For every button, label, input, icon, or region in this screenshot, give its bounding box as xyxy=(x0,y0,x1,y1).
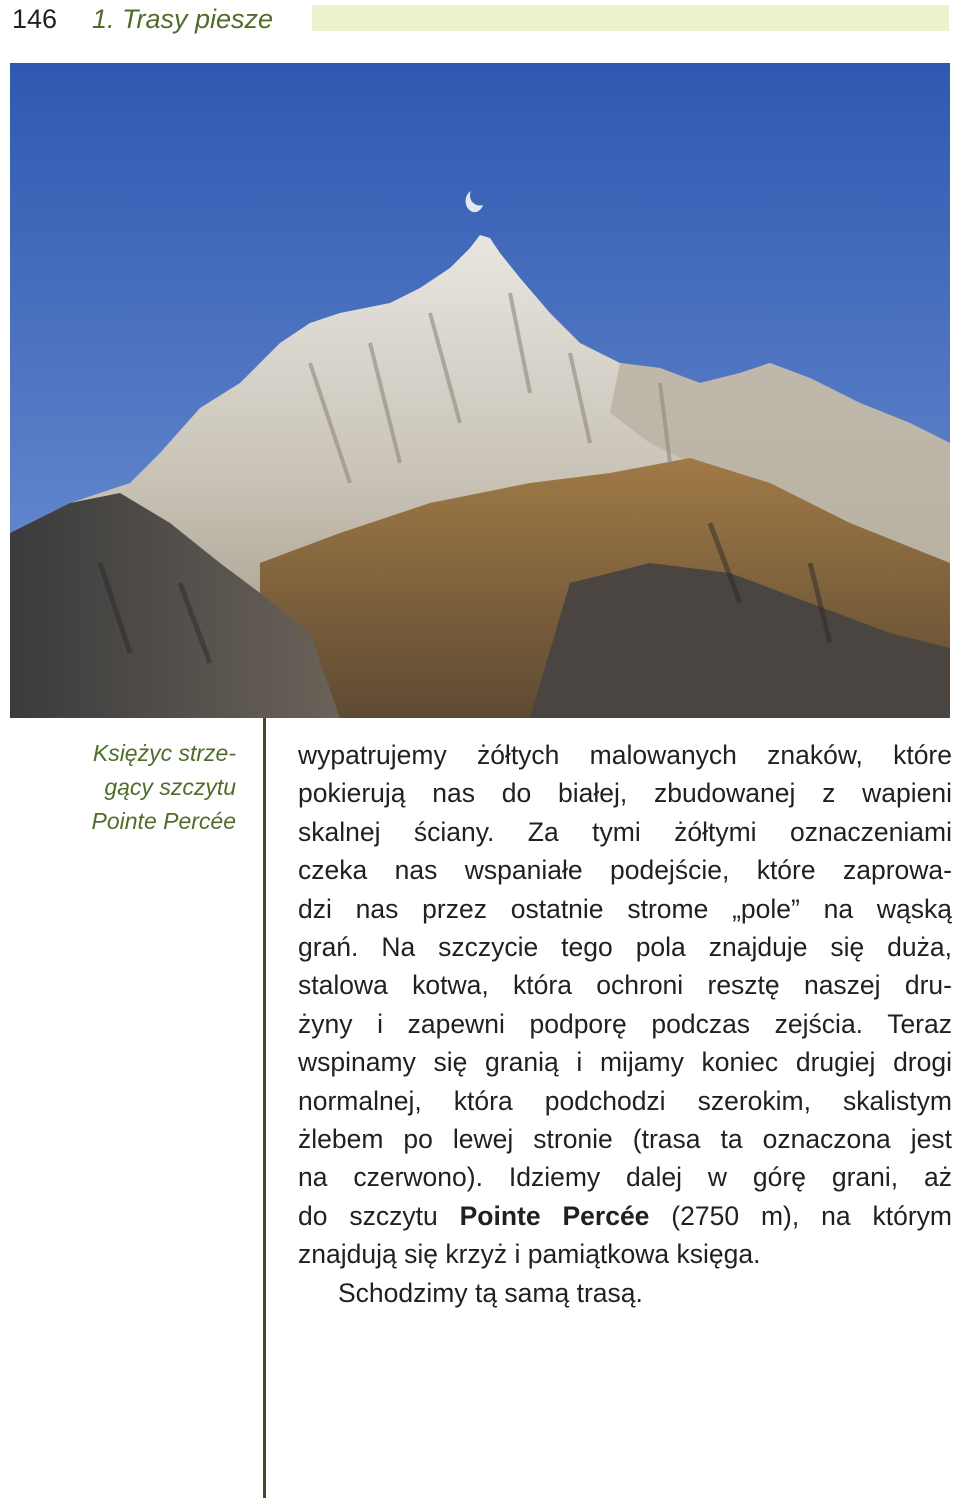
photo-caption xyxy=(40,736,236,838)
peak-name: Pointe Percée xyxy=(459,1200,650,1231)
mountain-illustration xyxy=(10,63,950,718)
text-line: żlebem po lewej stronie (trasa ta oznaczona jest xyxy=(298,1124,952,1155)
caption-line: Pointe Percée xyxy=(91,808,236,834)
text-line: żyny i zapewni podporę podczas zejścia. Teraz xyxy=(298,1008,952,1039)
page-number: 146 xyxy=(12,4,58,34)
caption-line: Księżyc strze- xyxy=(92,740,236,766)
text-segment: do szczytu xyxy=(298,1200,460,1231)
text-line: wypatrujemy żółtych malowanych znaków, które xyxy=(298,740,952,770)
text-line: Schodzimy tą samą trasą. xyxy=(338,1277,643,1308)
text-line: pokierują nas do białej, zbudowanej z wapieni xyxy=(298,778,952,809)
text-line: znajdują się krzyż i pamiątkowa księga. xyxy=(298,1239,761,1270)
mountain-peak-photo xyxy=(10,63,950,718)
text-line: dzi nas przez ostatnie strome „pole” na wąską xyxy=(298,893,952,924)
margin-rule xyxy=(263,718,266,1498)
body-paragraph xyxy=(298,736,952,1312)
caption-line: gący szczytu xyxy=(104,774,236,800)
text-line: na czerwono). Idziemy dalej w górę grani, aż xyxy=(298,1162,952,1193)
text-line: czeka nas wspaniałe podejście, które zaprowa- xyxy=(298,855,952,886)
text-line: normalnej, która podchodzi szerokim, skalistym xyxy=(298,1085,952,1116)
chapter-title: 1. Trasy piesze xyxy=(92,4,274,34)
text-line xyxy=(298,1197,952,1235)
text-line: wspinamy się granią i mijamy koniec drugiej drogi xyxy=(298,1047,952,1078)
text-line: grań. Na szczycie tego pola znajduje się duża, xyxy=(298,932,952,963)
text-segment: (2750 m), na którym xyxy=(649,1200,952,1231)
page-header xyxy=(0,0,960,46)
header-band xyxy=(312,5,949,31)
text-line: stalowa kotwa, która ochroni resztę naszej dru- xyxy=(298,970,952,1001)
text-line: skalnej ściany. Za tymi żółtymi oznaczeniami xyxy=(298,816,952,847)
